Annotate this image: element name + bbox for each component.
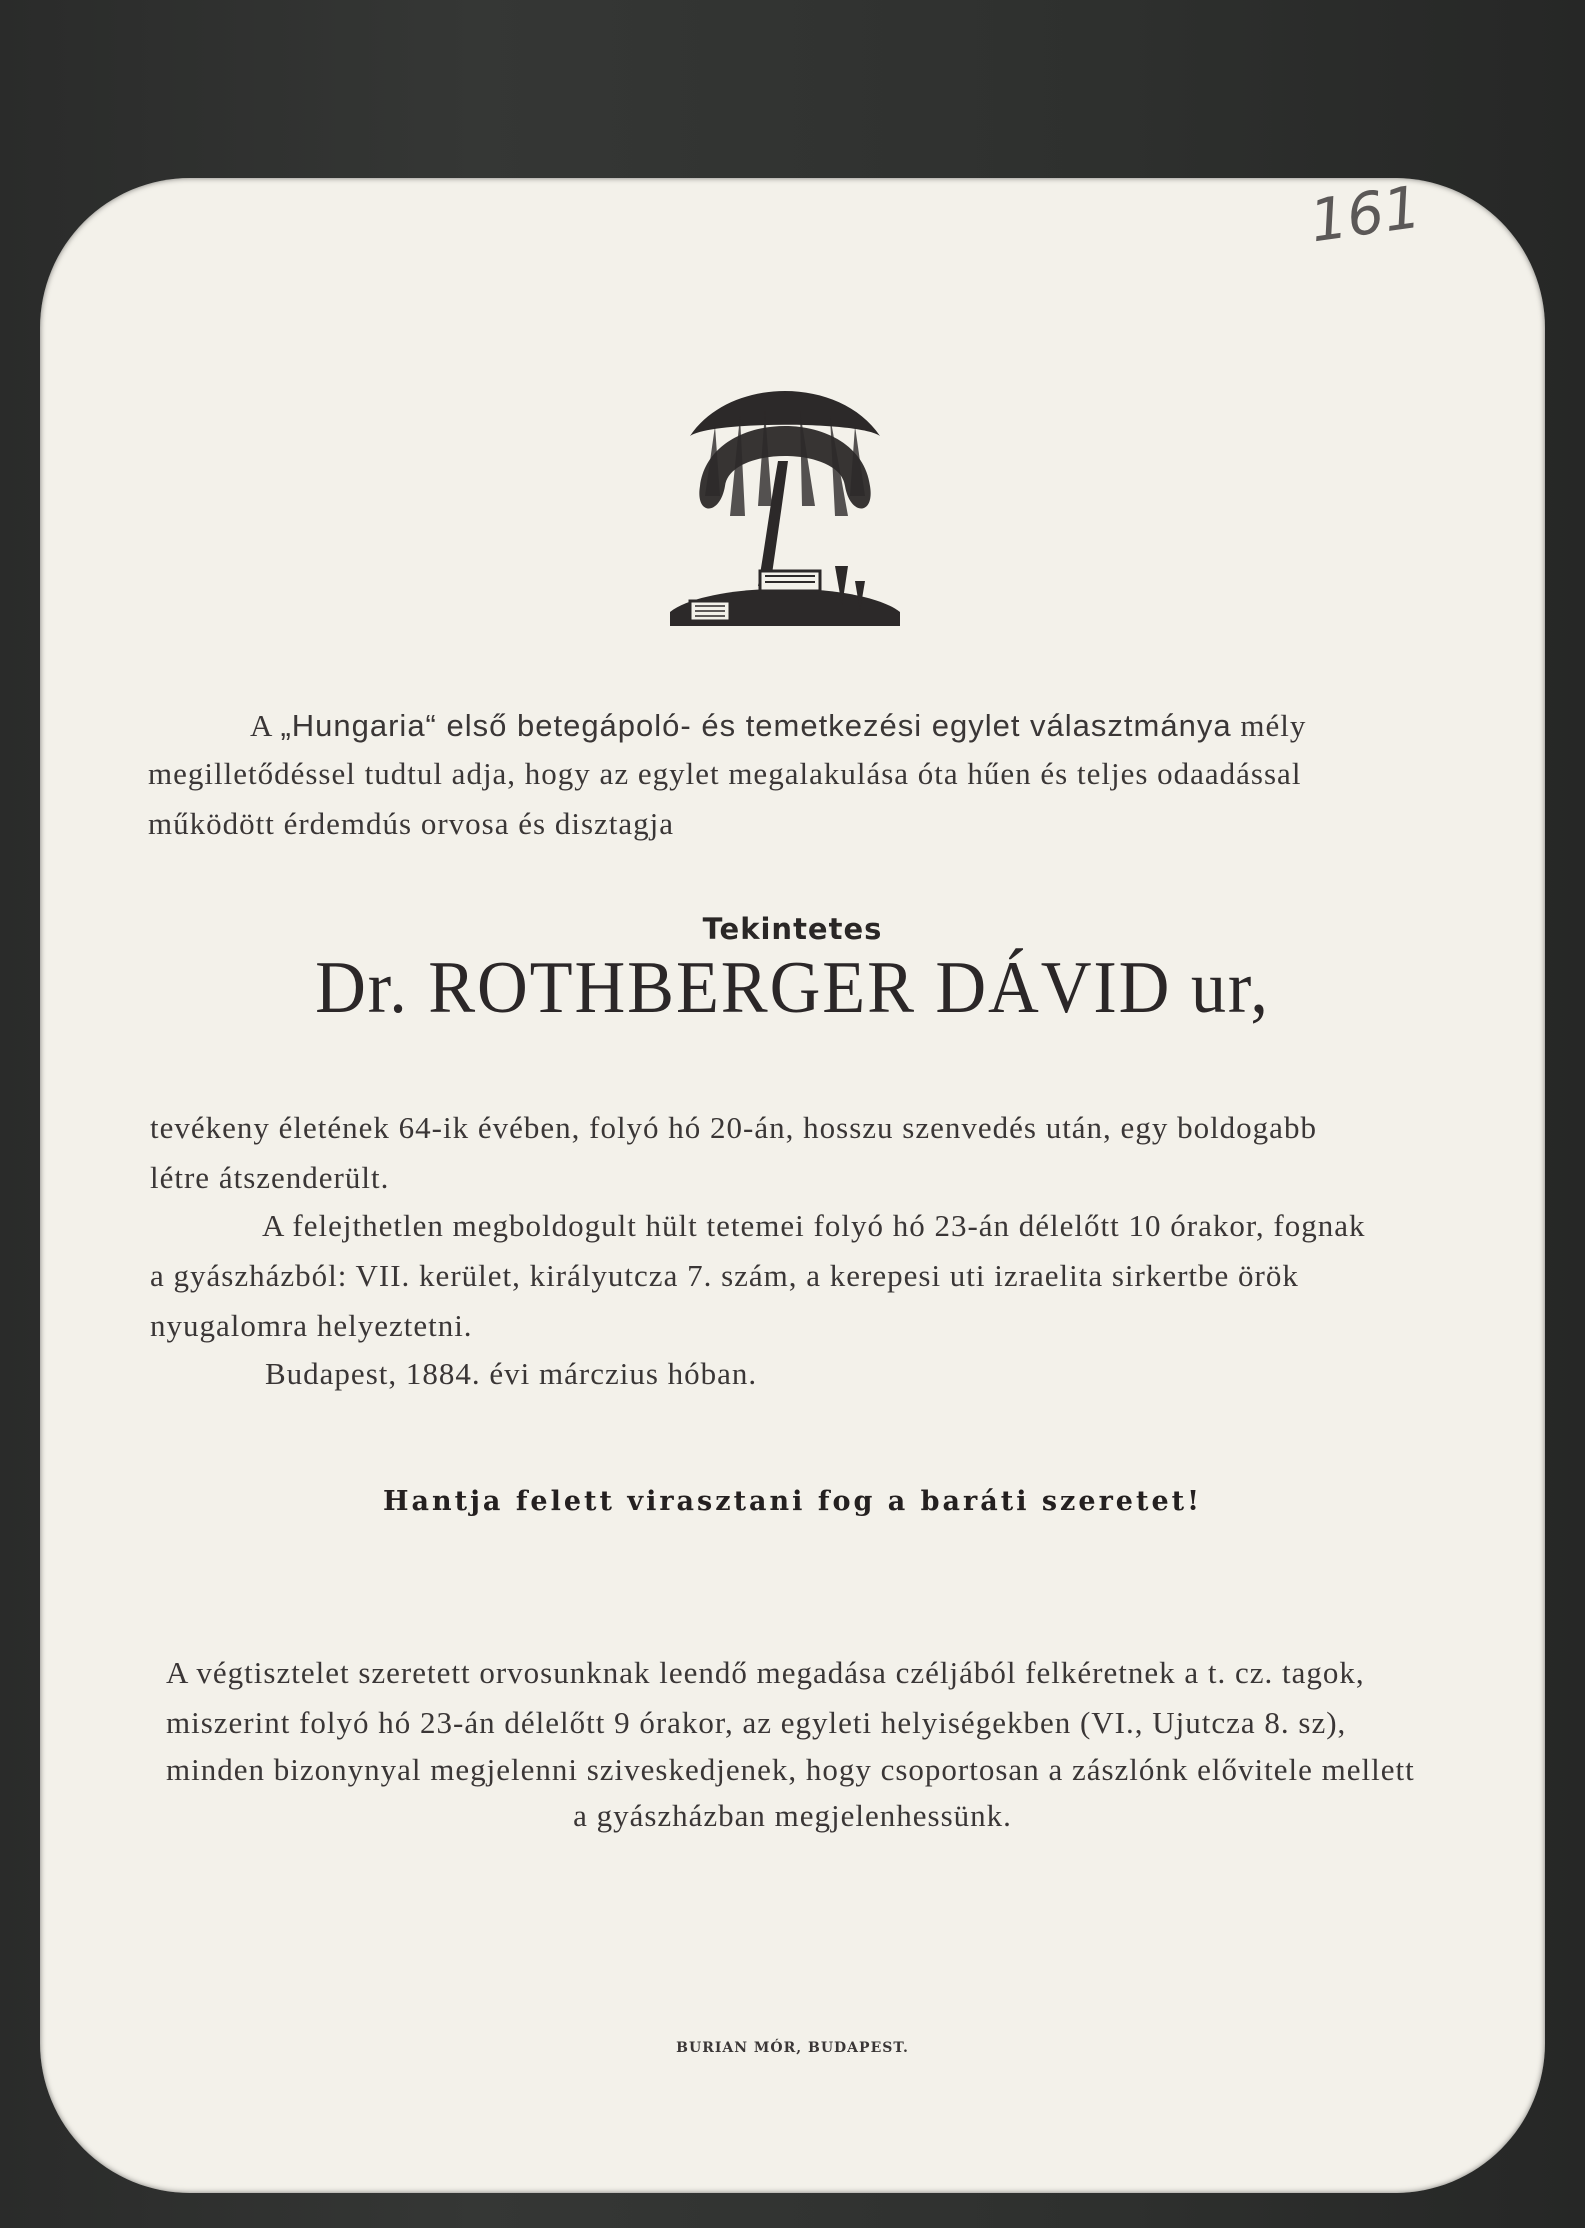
- invitation-line-3: minden bizonynyal megjelenni sziveskedjenek, hogy csoportosan a zászlónk elővitele mellett: [166, 1752, 1415, 1787]
- invitation-line-4: a gyászházban megjelenhessünk.: [573, 1798, 1012, 1833]
- weeping-willow-grave-illustration: [670, 366, 900, 632]
- intro-tail: mély: [1231, 708, 1307, 743]
- motto: Hantja felett virasztani fog a baráti szeretet!: [383, 1486, 1202, 1517]
- honorific: Tekintetes: [702, 912, 883, 946]
- intro-line-1: [250, 708, 1306, 744]
- place-date: Budapest, 1884. évi márczius hóban.: [265, 1356, 758, 1391]
- intro-line-3: működött érdemdús orvosa és disztagja: [148, 806, 675, 841]
- association-name: „Hungaria“ első betegápoló- és temetkezési egylet választmánya: [280, 708, 1232, 743]
- invitation-line-2: miszerint folyó hó 23-án délelőtt 9 órakor, az egyleti helyiségekben (VI., Ujutcza 8. sz),: [166, 1705, 1347, 1740]
- intro-article: A: [250, 708, 281, 743]
- handwritten-page-number: 161: [1305, 172, 1425, 256]
- details-line-3: A felejthetlen megboldogult hült tetemei folyó hó 23-án délelőtt 10 órakor, fognak: [262, 1208, 1366, 1243]
- details-line-2: létre átszenderült.: [150, 1160, 390, 1195]
- printer-imprint: BURIAN MÓR, BUDAPEST.: [676, 2040, 909, 2056]
- intro-line-2: megilletődéssel tudtul adja, hogy az egylet megalakulása óta hűen és teljes odaadással: [148, 756, 1302, 791]
- invitation-line-1: A végtisztelet szeretett orvosunknak leendő megadása czéljából felkéretnek a t. cz. tagok,: [166, 1655, 1365, 1690]
- deceased-name: Dr. ROTHBERGER DÁVID ur,: [315, 947, 1270, 1029]
- details-line-4: a gyászházból: VII. kerület, királyutcza 7. szám, a kerepesi uti izraelita sirkertbe örök: [150, 1258, 1299, 1293]
- details-line-1: tevékeny életének 64-ik évében, folyó hó 20-án, hosszu szenvedés után, egy boldogabb: [150, 1110, 1317, 1145]
- details-line-5: nyugalomra helyeztetni.: [150, 1308, 473, 1343]
